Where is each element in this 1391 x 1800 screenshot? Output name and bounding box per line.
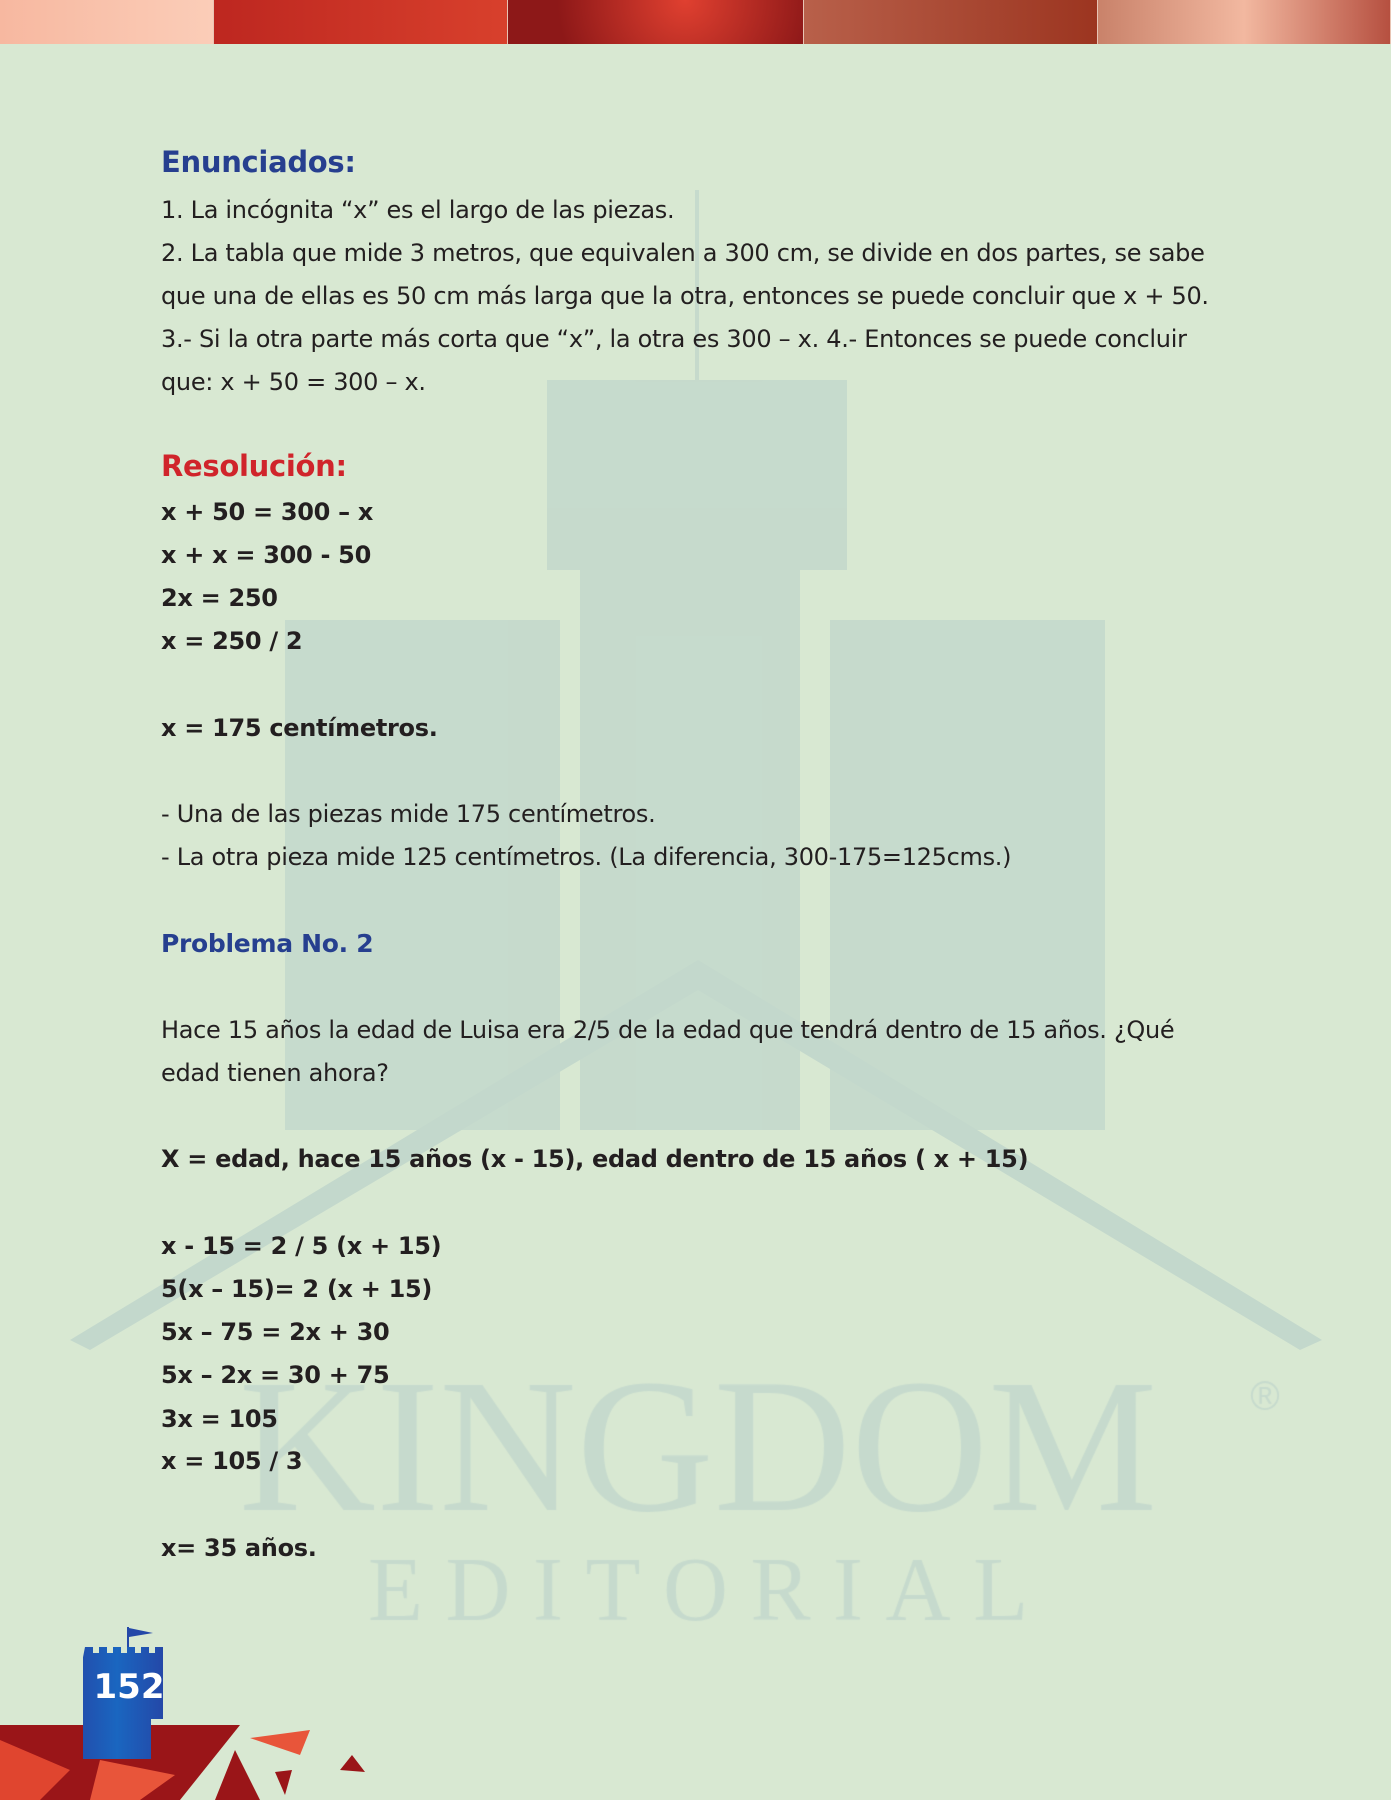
enunciado-line: 2. La tabla que mide 3 metros, que equivalen a 300 cm, se divide en dos partes, se sabe xyxy=(161,239,1205,267)
note-line: - Una de las piezas mide 175 centímetros. xyxy=(161,800,656,828)
page-number-badge xyxy=(83,1627,175,1759)
resolucion-heading: Resolución: xyxy=(161,449,347,483)
enunciados-heading: Enunciados: xyxy=(161,145,356,179)
equation-step: x - 15 = 2 / 5 (x + 15) xyxy=(161,1232,442,1260)
enunciado-line: que una de ellas es 50 cm más larga que la otra, entonces se puede concluir que x + 50. xyxy=(161,282,1209,310)
statement-line: Hace 15 años la edad de Luisa era 2/5 de la edad que tendrá dentro de 15 años. ¿Qué xyxy=(161,1016,1175,1044)
note-line: - La otra pieza mide 125 centímetros. (La diferencia, 300-175=125cms.) xyxy=(161,843,1012,871)
equation-step: 5x – 2x = 30 + 75 xyxy=(161,1361,390,1389)
problema-2-heading: Problema No. 2 xyxy=(161,929,374,958)
enunciado-line: 1. La incógnita “x” es el largo de las piezas. xyxy=(161,196,675,224)
definition-line: X = edad, hace 15 años (x - 15), edad dentro de 15 años ( x + 15) xyxy=(161,1145,1029,1173)
equation-step: 2x = 250 xyxy=(161,584,278,612)
equation-step: 5(x – 15)= 2 (x + 15) xyxy=(161,1275,433,1303)
equation-step: x + 50 = 300 – x xyxy=(161,498,374,526)
equation-step: x = 250 / 2 xyxy=(161,627,303,655)
equation-step: x + x = 300 - 50 xyxy=(161,541,371,569)
enunciado-line: que: x + 50 = 300 – x. xyxy=(161,368,426,396)
equation-step: x = 105 / 3 xyxy=(161,1447,303,1475)
page-number: 152 xyxy=(93,1667,165,1707)
equation-step: 3x = 105 xyxy=(161,1405,278,1433)
result-line: x = 175 centímetros. xyxy=(161,714,438,742)
statement-line: edad tienen ahora? xyxy=(161,1059,389,1087)
result-line: x= 35 años. xyxy=(161,1534,317,1562)
equation-step: 5x – 75 = 2x + 30 xyxy=(161,1318,390,1346)
decorative-triangles xyxy=(0,1710,400,1800)
enunciado-line: 3.- Si la otra parte más corta que “x”, la otra es 300 – x. 4.- Entonces se puede concluir xyxy=(161,325,1187,353)
